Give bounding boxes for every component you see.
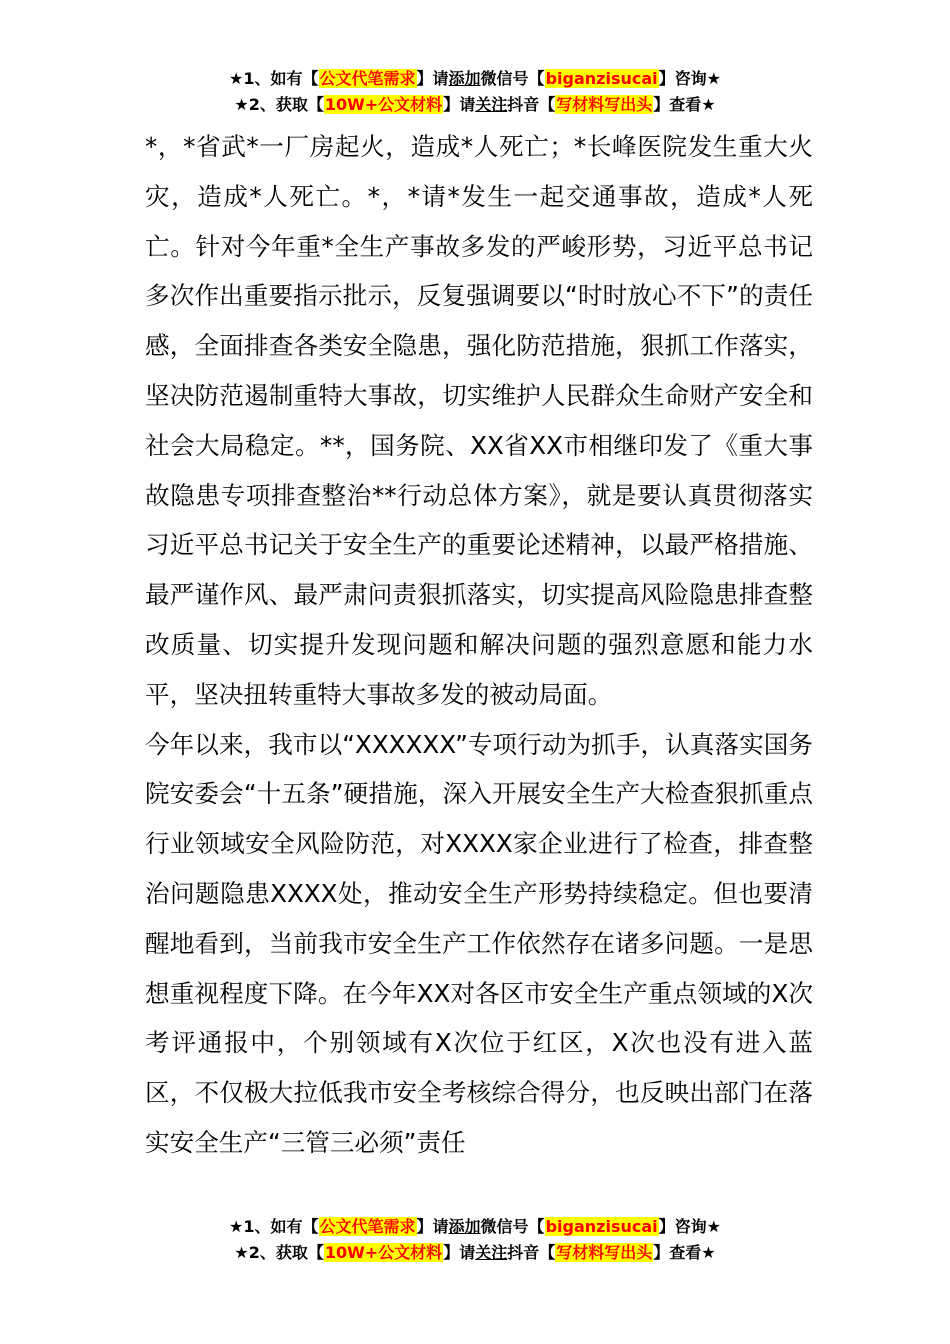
banner-underlined-text: 关注 (475, 95, 508, 114)
banner-highlight: 公文代笔需求 (319, 69, 416, 88)
banner-underlined-text: 添加 (448, 1217, 481, 1236)
banner-text: 】查看★ (653, 1243, 716, 1262)
banner-text: ★2、获取【 (234, 1243, 324, 1262)
banner-highlight: 写材料写出头 (556, 95, 653, 114)
banner-text: 抖音【 (507, 95, 556, 114)
banner-highlight: 公文代笔需求 (319, 1217, 416, 1236)
banner-text: ★2、获取【 (234, 95, 324, 114)
footer-banner (0, 1214, 950, 1266)
document-body (145, 122, 813, 1168)
banner-text: 微信号【 (480, 1217, 545, 1236)
banner-underlined-text: 关注 (475, 1243, 508, 1262)
banner-highlight: 写材料写出头 (556, 1243, 653, 1262)
banner-text: 微信号【 (480, 69, 545, 88)
banner-line-2 (0, 92, 950, 118)
banner-line-2 (0, 1240, 950, 1266)
banner-highlight: 10W+公文材料 (324, 1243, 443, 1262)
banner-text: 】咨询★ (658, 69, 721, 88)
banner-underlined-text: 添加 (448, 69, 481, 88)
banner-line-1 (0, 1214, 950, 1240)
body-paragraph: 今年以来，我市以“XXXXXX”专项行动为抓手，认真落实国务院安委会“十五条”硬措施，深入开展安全生产大检查狠抓重点行业领域安全风险防范，对XXXX家企业进行了检查，排查整治问题隐患XXXX处，推动安全生产形势持续稳定。但也要清醒地看到，当前我市安全生产工作依然存在诸多问题。一是思想重视程度下降。在今年XX对各区市安全生产重点领域的X次考评通报中，个别领域有X次位于红区，X次也没有进入蓝区，不仅极大拉低我市安全考核综合得分，也反映出部门在落实安全生产“三管三必须”责任 (145, 729, 813, 1157)
banner-highlight: biganzisucai (545, 69, 658, 88)
banner-highlight: biganzisucai (545, 1217, 658, 1236)
banner-text: ★1、如有【 (229, 69, 319, 88)
banner-text: 】请 (443, 95, 476, 114)
banner-line-1 (0, 66, 950, 92)
banner-text: 】咨询★ (658, 1217, 721, 1236)
banner-text: 】请 (443, 1243, 476, 1262)
banner-text: 抖音【 (507, 1243, 556, 1262)
banner-text: 】请 (416, 1217, 449, 1236)
body-paragraph: *，*省武*一厂房起火，造成*人死亡；*长峰医院发生重大火灾，造成*人死亡。*，*请*发生一起交通事故，造成*人死亡。针对今年重*全生产事故多发的严峻形势，习近平总书记多次作出重要指示批示，反复强调要以“时时放心不下”的责任感，全面排查各类安全隐患，强化防范措施，狠抓工作落实，坚决防范遏制重特大事故，切实维护人民群众生命财产安全和社会大局稳定。**，国务院、XX省XX市相继印发了《重大事故隐患专项排查整治**行动总体方案》，就是要认真贯彻落实习近平总书记关于安全生产的重要论述精神，以最严格措施、最严谨作风、最严肃问责狠抓落实，切实提高风险隐患排查整改质量、切实提升发现问题和解决问题的强烈意愿和能力水平，坚决扭转重特大事故多发的被动局面。 (145, 132, 814, 709)
banner-text: 】查看★ (653, 95, 716, 114)
banner-text: ★1、如有【 (229, 1217, 319, 1236)
banner-text: 】请 (416, 69, 449, 88)
header-banner (0, 66, 950, 118)
banner-highlight: 10W+公文材料 (324, 95, 443, 114)
